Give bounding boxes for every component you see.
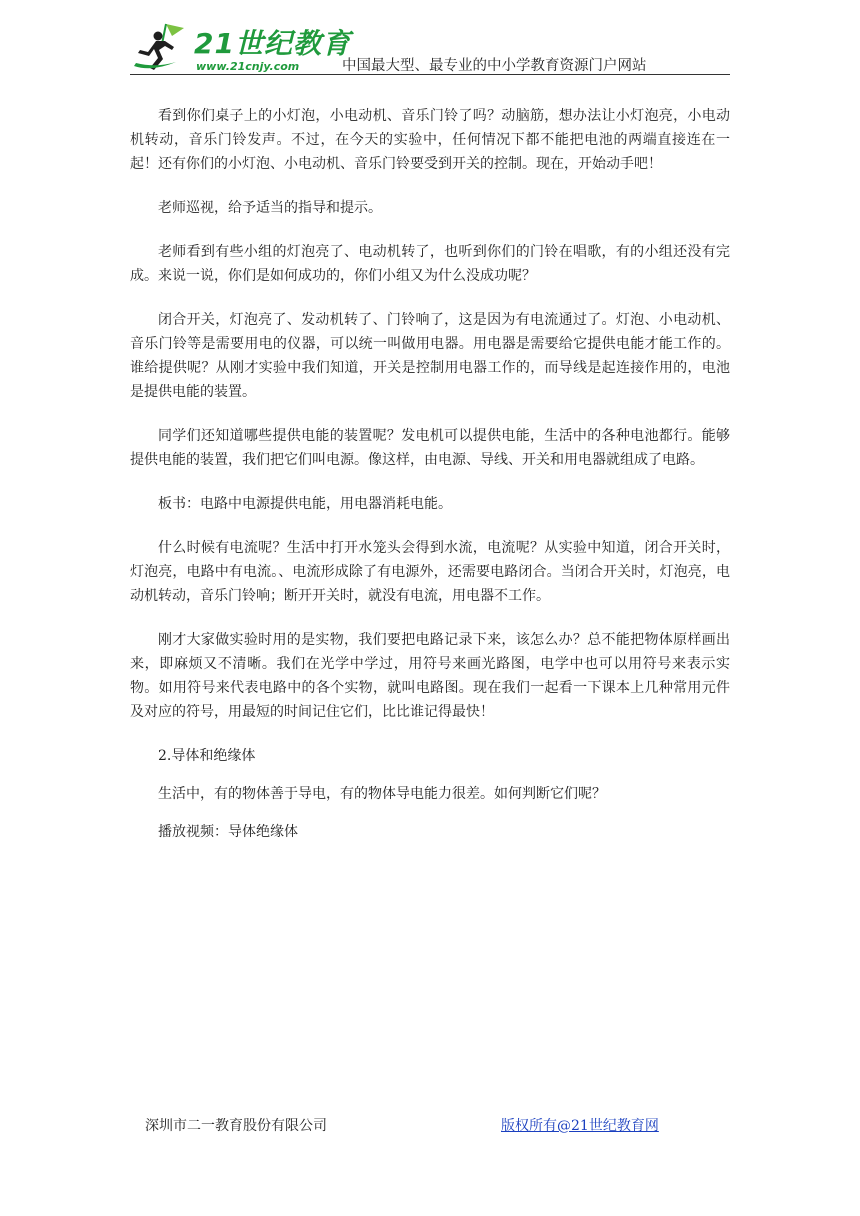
- document-body: [130, 104, 730, 864]
- page-header: [130, 18, 730, 76]
- section-heading: 2.导体和绝缘体: [158, 748, 256, 764]
- runner-logo-icon: [132, 22, 192, 72]
- paragraph: 老师看到有些小组的灯泡亮了、电动机转了，也听到你们的门铃在唱歌，有的小组还没有完成。来说一说，你们是如何成功的，你们小组又为什么没成功呢？: [130, 244, 730, 284]
- paragraph: 刚才大家做实验时用的是实物，我们要把电路记录下来，该怎么办？总不能把物体原样画出来，即麻烦又不清晰。我们在光学中学过，用符号来画光路图，电学中也可以用符号来表示实物。如用符号来代表电路中的各个实物，就叫电路图。现在我们一起看一下课本上几种常用元件及对应的符号，用最短的时间记住它们，比比谁记得最快！: [130, 632, 730, 720]
- paragraph: 同学们还知道哪些提供电能的装置呢？发电机可以提供电能，生活中的各种电池都行。能够提供电能的装置，我们把它们叫电源。像这样，由电源、导线、开关和用电器就组成了电路。: [130, 428, 730, 468]
- footer-copyright-link[interactable]: 版权所有@21世纪教育网: [501, 1118, 659, 1134]
- header-divider: [130, 74, 730, 75]
- paragraph: 生活中，有的物体善于导电，有的物体导电能力很差。如何判断它们呢？: [158, 786, 606, 802]
- paragraph: 什么时候有电流呢？生活中打开水笼头会得到水流，电流呢？从实验中知道，闭合开关时，灯泡亮，电路中有电流。、电流形成除了有电源外，还需要电路闭合。当闭合开关时，灯泡亮，电动机转动，音乐门铃响；断开开关时，就没有电流，用电器不工作。: [130, 540, 730, 604]
- header-slogan: 中国最大型、最专业的中小学教育资源门户网站: [342, 58, 647, 74]
- paragraph: 看到你们桌子上的小灯泡，小电动机、音乐门铃了吗？动脑筋，想办法让小灯泡亮，小电动机转动，音乐门铃发声。不过，在今天的实验中，任何情况下都不能把电池的两端直接连在一起！还有你们的小灯泡、小电动机、音乐门铃要受到开关的控制。现在，开始动手吧！: [130, 108, 730, 172]
- paragraph: 板书：电路中电源提供电能，用电器消耗电能。: [158, 496, 452, 512]
- paragraph: 闭合开关，灯泡亮了、发动机转了、门铃响了，这是因为有电流通过了。灯泡、小电动机、音乐门铃等是需要用电的仪器，可以统一叫做用电器。用电器是需要给它提供电能才能工作的。谁给提供呢？从刚才实验中我们知道，开关是控制用电器工作的，而导线是起连接作用的，电池是提供电能的装置。: [130, 312, 730, 400]
- footer-company: 深圳市二一教育股份有限公司: [145, 1118, 327, 1134]
- logo-url: www.21cnjy.com: [196, 60, 300, 73]
- logo-text: 21世纪教育: [194, 27, 351, 60]
- site-logo[interactable]: [132, 22, 351, 74]
- paragraph: 播放视频：导体绝缘体: [158, 824, 298, 840]
- paragraph: 老师巡视，给予适当的指导和提示。: [158, 200, 382, 216]
